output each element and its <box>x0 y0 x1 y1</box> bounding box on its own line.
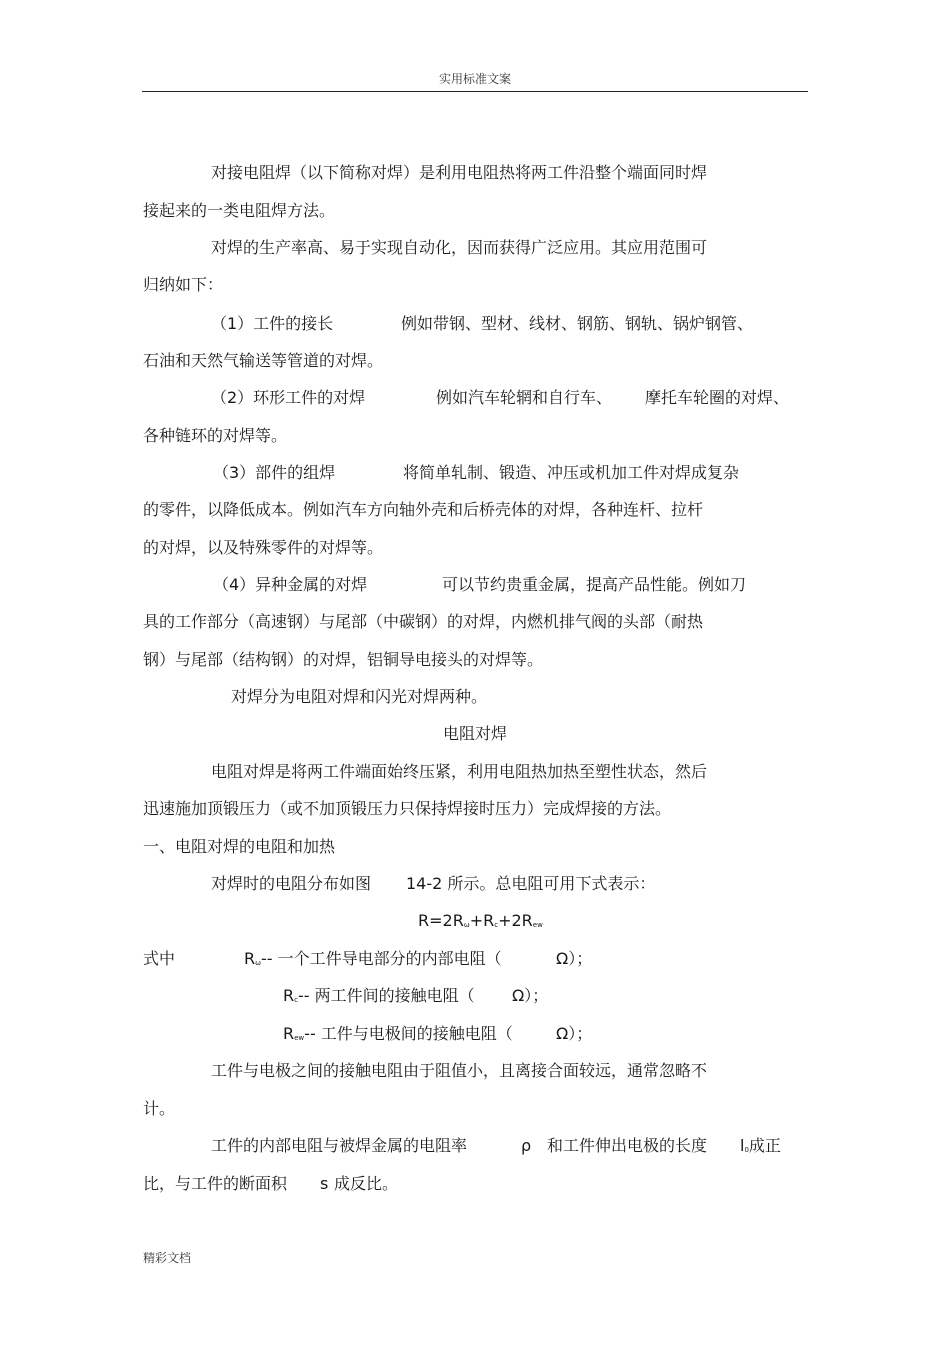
paragraph-1-line-2: 接起来的一类电阻焊方法。 <box>143 201 336 220</box>
paragraph-5-part-a: 对焊时的电阻分布如图 <box>211 874 372 893</box>
item-4-text: 可以节约贵重金属，提高产品性能。例如刀 <box>442 575 747 594</box>
item-1-text: 例如带钢、型材、线材、钢筋、钢轨、锅炉钢管、 <box>401 314 754 333</box>
item-3-line-2: 的零件，以降低成本。例如汽车方向轴外壳和后桥壳体的对焊，各种连杆、拉杆 <box>143 500 704 519</box>
heading-resistance-butt-welding: 电阻对焊 <box>442 724 507 743</box>
item-3-text: 将简单轧制、锻造、冲压或机加工件对焊成复杂 <box>403 463 740 482</box>
page-header: 实用标准文案 <box>438 72 511 86</box>
item-4-label: （4）异种金属的对焊 <box>213 575 368 594</box>
formula-total-resistance: $R=2R_\omega+R_c+2R_{ew}$ <box>418 911 543 930</box>
paragraph-7-length: $l_0$成正 <box>740 1136 781 1155</box>
definition-3-unit: Ω）； <box>556 1024 593 1043</box>
paragraph-2-line-2: 归纳如下： <box>143 275 224 294</box>
item-3-line-3: 的对焊，以及特殊零件的对焊等。 <box>143 538 384 557</box>
paragraph-7-line-2-end: 成反比。 <box>334 1174 399 1193</box>
item-3-label: （3）部件的组焊 <box>213 463 336 482</box>
definition-1-unit: Ω）； <box>556 949 593 968</box>
paragraph-6-line-1: 工件与电极之间的接触电阻由于阻值小，且离接合面较远，通常忽略不 <box>211 1061 708 1080</box>
paragraph-3: 对焊分为电阻对焊和闪光对焊两种。 <box>231 687 488 706</box>
item-4-line-3: 钢）与尾部（结构钢）的对焊，铝铜导电接头的对焊等。 <box>143 650 544 669</box>
item-1-line-2: 石油和天然气输送等管道的对焊。 <box>143 351 384 370</box>
paragraph-2-line-1: 对焊的生产率高、易于实现自动化，因而获得广泛应用。其应用范围可 <box>211 238 708 257</box>
paragraph-4-line-2: 迅速施加顶锻压力（或不加顶锻压力只保持焊接时压力）完成焊接的方法。 <box>143 799 672 818</box>
definition-3: $R_{ew}--$ 工件与电极间的接触电阻（ <box>283 1024 513 1043</box>
item-1-label: （1）工件的接长 <box>211 314 334 333</box>
page-footer: 精彩文档 <box>143 1251 192 1265</box>
section-heading-1: 一、电阻对焊的电阻和加热 <box>143 837 336 856</box>
definition-2: $R_c--$ 两工件间的接触电阻（ <box>283 986 475 1005</box>
paragraph-7-line-2: 比，与工件的断面积 <box>143 1174 288 1193</box>
paragraph-7-s: s <box>320 1174 329 1193</box>
item-2-line-2: 各种链环的对焊等。 <box>143 426 288 445</box>
definition-1: $R_\omega--$ 一个工件导电部分的内部电阻（ <box>244 949 502 968</box>
paragraph-7-part-b: 和工件伸出电极的长度 <box>547 1136 708 1155</box>
paragraph-7-part-a: 工件的内部电阻与被焊金属的电阻率 <box>211 1136 468 1155</box>
header-rule <box>142 91 808 92</box>
paragraph-7-rho: ρ <box>521 1136 532 1155</box>
definition-2-unit: Ω）； <box>512 986 549 1005</box>
item-2-label: （2）环形工件的对焊 <box>211 388 366 407</box>
item-2-text-b: 摩托车轮圈的对焊、 <box>645 388 790 407</box>
paragraph-4-line-1: 电阻对焊是将两工件端面始终压紧，利用电阻热加热至塑性状态，然后 <box>211 762 708 781</box>
paragraph-5-part-b: 14-2 所示。总电阻可用下式表示： <box>406 874 656 893</box>
definition-intro: 式中 <box>143 949 176 968</box>
item-4-line-2: 具的工作部分（高速钢）与尾部（中碳钢）的对焊，内燃机排气阀的头部（耐热 <box>143 612 704 631</box>
item-2-text: 例如汽车轮辋和自行车、 <box>436 388 613 407</box>
paragraph-1-line-1: 对接电阻焊（以下简称对焊）是利用电阻热将两工件沿整个端面同时焊 <box>211 163 708 182</box>
paragraph-6-line-2: 计。 <box>143 1099 176 1118</box>
